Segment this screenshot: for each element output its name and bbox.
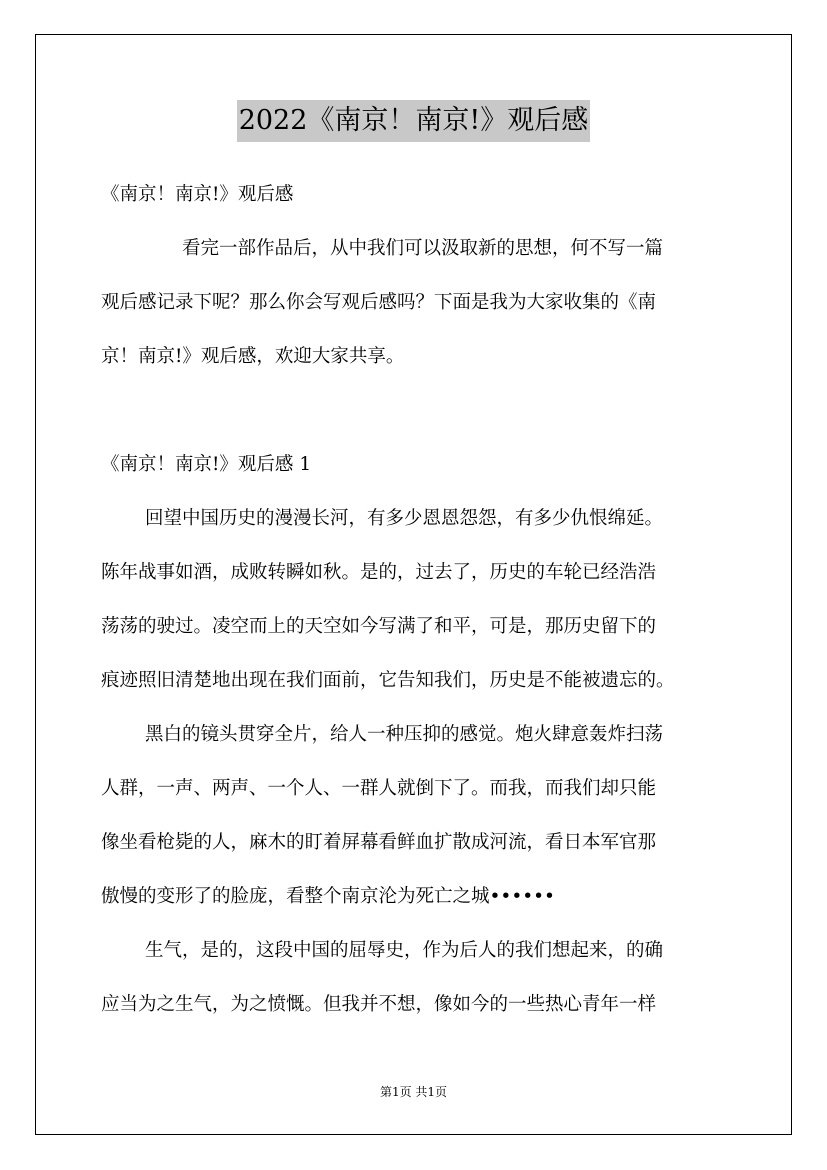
paragraph-line: 荡荡的驶过。凌空而上的天空如今写满了和平，可是，那历史留下的 — [101, 616, 657, 637]
intro-line: 看完一部作品后，从中我们可以汲取新的思想，何不写一篇 — [182, 238, 664, 259]
intro-line: 观后感记录下呢？那么你会写观后感吗？下面是我为大家收集的《南 — [101, 292, 657, 313]
subtitle: 《南京！南京!》观后感 — [101, 184, 294, 205]
paragraph-line: 痕迹照旧清楚地出现在我们面前，它告知我们，历史是不能被遗忘的。 — [101, 670, 675, 691]
section-heading: 《南京！南京!》观后感 1 — [101, 454, 312, 475]
paragraph-line: 陈年战事如酒，成败转瞬如秋。是的，过去了，历史的车轮已经浩浩 — [101, 562, 657, 583]
page-footer: 第1页 共1页 — [379, 1085, 448, 1099]
title-block — [0, 100, 827, 142]
intro-line: 京！南京!》观后感，欢迎大家共享。 — [101, 346, 405, 367]
paragraph-line: 生气，是的，这段中国的屈辱史，作为后人的我们想起来，的确 — [145, 940, 664, 961]
paragraph-line: 应当为之生气，为之愤慨。但我并不想，像如今的一些热心青年一样 — [101, 994, 657, 1015]
paragraph-line: 傲慢的变形了的脸庞，看整个南京沦为死亡之城•••••• — [101, 886, 555, 907]
document-title: 2022《南京！南京!》观后感 — [237, 100, 591, 142]
paragraph-line: 回望中国历史的漫漫长河，有多少恩恩怨怨，有多少仇恨绵延。 — [145, 508, 664, 529]
paragraph-line: 黑白的镜头贯穿全片，给人一种压抑的感觉。炮火肆意轰炸扫荡 — [145, 724, 664, 745]
paragraph-line: 人群，一声、两声、一个人、一群人就倒下了。而我，而我们却只能 — [101, 778, 657, 799]
paragraph-line: 像坐看枪毙的人，麻木的盯着屏幕看鲜血扩散成河流，看日本军官那 — [101, 832, 657, 853]
